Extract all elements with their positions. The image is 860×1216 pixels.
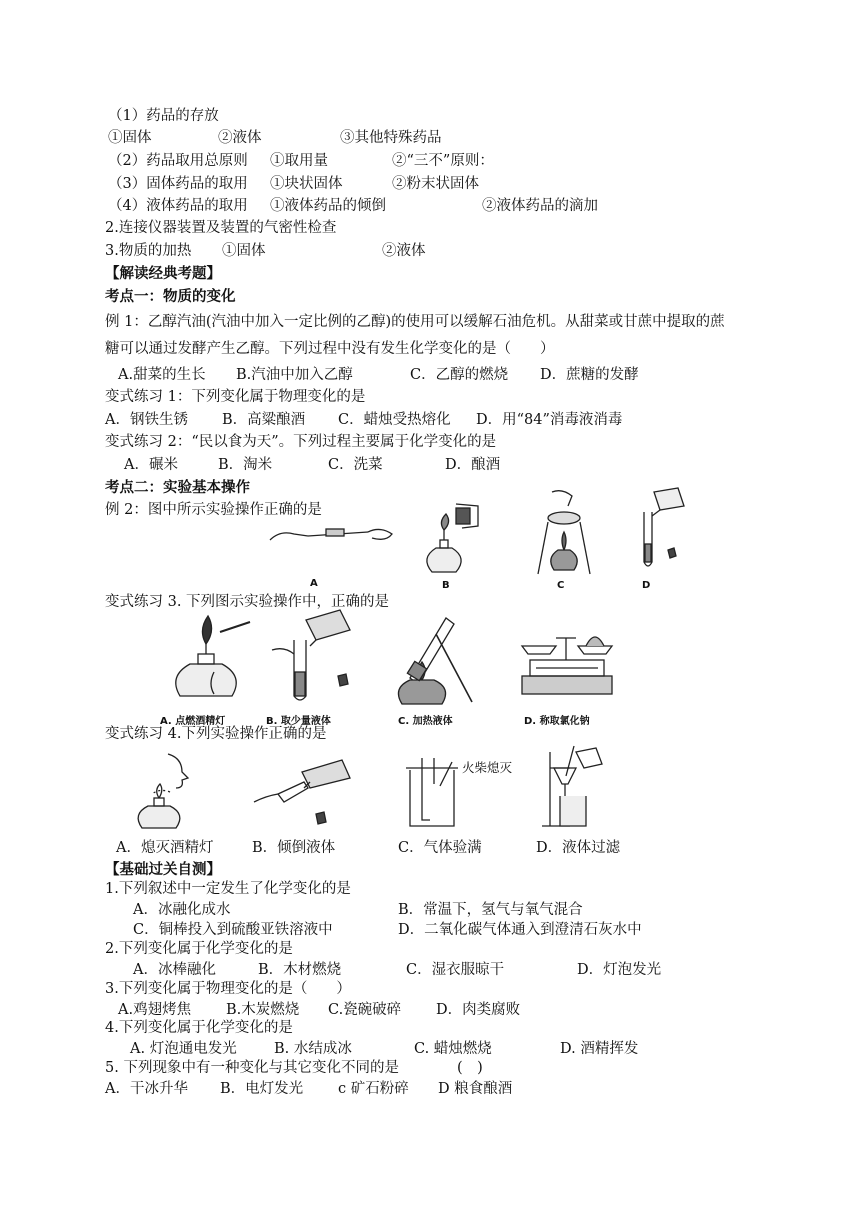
q5-opt-b: B．电灯发光	[220, 1081, 304, 1097]
q4-question: 4.下列变化属于化学变化的是	[105, 1020, 293, 1036]
ex2-figure-c	[528, 488, 598, 580]
v3-cap-b: B. 取少量液体	[266, 716, 331, 727]
v4-opt-a: A．熄灭酒精灯	[116, 840, 214, 856]
ex1-opt-c: C．乙醇的燃烧	[410, 367, 509, 383]
v2-opt-a: A．碾米	[124, 457, 178, 473]
q2-question: 2.下列变化属于化学变化的是	[105, 941, 293, 957]
v3-cap-c: C. 加热液体	[398, 716, 453, 727]
line-powder: ②粉末状固体	[392, 176, 479, 192]
q4-opt-c: C. 蜡烛燃烧	[414, 1041, 492, 1057]
line-heat-solid: ①固体	[222, 243, 266, 259]
kp1-title: 考点一：物质的变化	[105, 288, 236, 305]
v3-figure-c	[390, 608, 480, 708]
v4-figure-a	[130, 752, 210, 832]
ex1-opt-a: A.甜菜的生长	[118, 367, 206, 383]
line-heating: 3.物质的加热	[105, 243, 192, 259]
line-amount: ①取用量	[270, 153, 328, 169]
ex1-opt-d: D．蔗糖的发酵	[540, 367, 639, 383]
q3-question: 3.下列变化属于物理变化的是（ ）	[105, 981, 351, 997]
ex2-cap-a: A	[310, 578, 318, 589]
q1-opt-b: B．常温下，氢气与氧气混合	[398, 902, 583, 918]
line-principle: （2）药品取用总原则	[108, 153, 248, 169]
line-solid-take: （3）固体药品的取用	[108, 176, 248, 192]
ex2-cap-d: D	[642, 580, 651, 591]
ex2-cap-b: B	[442, 580, 450, 591]
v3-cap-a: A. 点燃酒精灯	[160, 716, 226, 727]
v1-opt-a: A．钢铁生锈	[105, 412, 188, 428]
v2-opt-b: B．淘米	[218, 457, 273, 473]
q5-opt-c: c 矿石粉碎	[338, 1081, 409, 1097]
v3-figure-d	[516, 620, 616, 700]
q4-opt-a: A. 灯泡通电发光	[130, 1041, 237, 1057]
q5-opt-a: A．干冰升华	[105, 1081, 188, 1097]
line-liquid: ②液体	[218, 130, 262, 146]
v4-match-label: 火柴熄灭	[462, 760, 513, 775]
ex1-line2: 糖可以通过发酵产生乙醇。下列过程中没有发生化学变化的是（ ）	[105, 341, 555, 357]
q5-paren: ( )	[457, 1060, 483, 1076]
v4-figure-c	[400, 756, 470, 832]
q2-opt-b: B．木材燃烧	[258, 962, 342, 978]
line-liquid-take: （4）液体药品的取用	[108, 198, 248, 214]
line-drop: ②液体药品的滴加	[482, 198, 598, 214]
v3-question: 变式练习 3. 下列图示实验操作中，正确的是	[105, 594, 390, 610]
line-storage: （1）药品的存放	[108, 108, 219, 124]
q3-opt-b: B.木炭燃烧	[226, 1002, 300, 1018]
section-title-classic: 【解读经典考题】	[105, 265, 221, 282]
line-pour: ①液体药品的倾倒	[270, 198, 386, 214]
line-heat-liquid: ②液体	[382, 243, 426, 259]
v1-opt-c: C．蜡烛受热熔化	[338, 412, 451, 428]
line-connect: 2.连接仪器装置及装置的气密性检查	[105, 220, 337, 236]
q3-opt-d: D．肉类腐败	[436, 1002, 521, 1018]
q1-opt-c: C．铜棒投入到硫酸亚铁溶液中	[133, 922, 333, 938]
q4-opt-b: B. 水结成冰	[274, 1041, 352, 1057]
section-title-selftest: 【基础过关自测】	[105, 861, 221, 878]
v2-opt-d: D．酿酒	[445, 457, 501, 473]
v2-question: 变式练习 2：“民以食为天”。下列过程主要属于化学变化的是	[105, 434, 497, 450]
line-block: ①块状固体	[270, 176, 343, 192]
ex2-figure-b	[412, 500, 492, 580]
ex2-figure-d	[630, 486, 700, 578]
kp2-title: 考点二：实验基本操作	[105, 479, 250, 496]
ex1-line1: 例 1：乙醇汽油(汽油中加入一定比例的乙醇)的使用可以缓解石油危机。从甜菜或甘蔗中提取的蔗	[105, 314, 725, 330]
q2-opt-d: D．灯泡发光	[577, 962, 662, 978]
ex1-opt-b: B.汽油中加入乙醇	[236, 367, 353, 383]
q1-question: 1.下列叙述中一定发生了化学变化的是	[105, 881, 351, 897]
q3-opt-c: C.瓷碗破碎	[328, 1002, 402, 1018]
q2-opt-c: C．湿衣服晾干	[406, 962, 505, 978]
v4-opt-c: C．气体验满	[398, 840, 482, 856]
v1-opt-b: B．高粱酿酒	[222, 412, 306, 428]
v1-opt-d: D．用“84”消毒液消毒	[476, 412, 623, 428]
q5-question: 5. 下列现象中有一种变化与其它变化不同的是	[105, 1060, 399, 1076]
v4-question: 变式练习 4.下列实验操作正确的是	[105, 726, 327, 742]
q4-opt-d: D. 酒精挥发	[560, 1041, 639, 1057]
v2-opt-c: C．洗菜	[328, 457, 383, 473]
ex2-cap-c: C	[557, 580, 565, 591]
ex2-figure-a	[268, 518, 398, 548]
q2-opt-a: A．冰棒融化	[133, 962, 216, 978]
v4-opt-d: D．液体过滤	[536, 840, 621, 856]
v4-figure-d	[540, 746, 620, 832]
line-special: ③其他特殊药品	[340, 130, 442, 146]
q3-opt-a: A.鸡翅烤焦	[118, 1002, 192, 1018]
v4-figure-b	[252, 752, 362, 832]
v4-opt-b: B．倾倒液体	[252, 840, 336, 856]
q1-opt-d: D．二氧化碳气体通入到澄清石灰水中	[398, 922, 642, 938]
line-three-no: ②“三不”原则：	[392, 153, 494, 169]
q1-opt-a: A．冰融化成水	[133, 902, 231, 918]
line-solid: ①固体	[108, 130, 152, 146]
v3-figure-b	[270, 606, 360, 706]
v1-question: 变式练习 1：下列变化属于物理变化的是	[105, 389, 366, 405]
q5-opt-d: D 粮食酿酒	[438, 1081, 513, 1097]
ex2-question: 例 2：图中所示实验操作正确的是	[105, 502, 322, 518]
v3-figure-a	[168, 610, 258, 706]
v3-cap-d: D. 称取氯化钠	[524, 716, 590, 727]
